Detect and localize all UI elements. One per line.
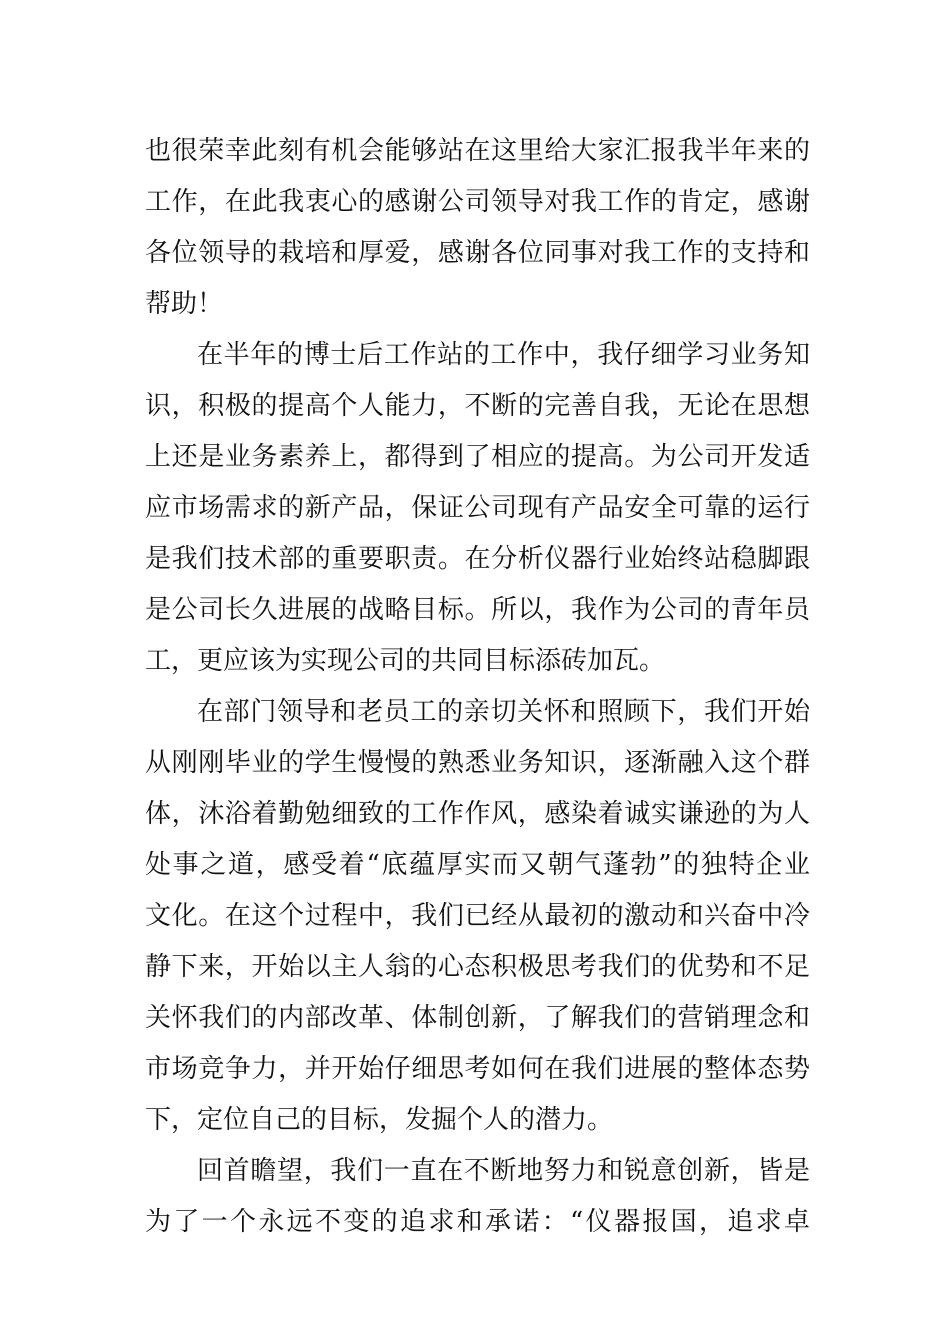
paragraph-line: 文化。在这个过程中，我们已经从最初的激动和兴奋中冷 <box>145 901 810 931</box>
paragraph-line: 在部门领导和老员工的亲切关怀和照顾下，我们开始 <box>197 697 810 727</box>
paragraph-line: 为了一个永远不变的追求和承诺：“仪器报国，追求卓 <box>145 1207 810 1237</box>
paragraph-3 <box>145 687 810 1146</box>
paragraph-line: 市场竞争力，并开始仔细思考如何在我们进展的整体态势 <box>145 1054 810 1084</box>
paragraph-1 <box>145 126 810 330</box>
paragraph-line: 处事之道，感受着“底蕴厚实而又朝气蓬勃”的独特企业 <box>145 850 810 880</box>
paragraph-line: 关怀我们的内部改革、体制创新，了解我们的营销理念和 <box>145 1003 810 1033</box>
paragraph-line: 在半年的博士后工作站的工作中，我仔细学习业务知 <box>197 340 810 370</box>
document-body <box>145 126 810 1248</box>
paragraph-line: 各位领导的栽培和厚爱，感谢各位同事对我工作的支持和 <box>145 238 810 268</box>
paragraph-line: 帮助！ <box>145 289 224 319</box>
paragraph-line: 工作，在此我衷心的感谢公司领导对我工作的肯定，感谢 <box>145 187 810 217</box>
paragraph-line: 识，积极的提高个人能力，不断的完善自我，无论在思想 <box>145 391 810 421</box>
paragraph-line: 也很荣幸此刻有机会能够站在这里给大家汇报我半年来的 <box>145 136 810 166</box>
paragraph-line: 是我们技术部的重要职责。在分析仪器行业始终站稳脚跟 <box>145 544 810 574</box>
paragraph-line: 是公司长久进展的战略目标。所以，我作为公司的青年员 <box>145 595 810 625</box>
paragraph-line: 回首瞻望，我们一直在不断地努力和锐意创新，皆是 <box>197 1156 810 1186</box>
paragraph-2 <box>145 330 810 687</box>
paragraph-line: 体，沐浴着勤勉细致的工作作风，感染着诚实谦逊的为人 <box>145 799 810 829</box>
paragraph-line: 工，更应该为实现公司的共同目标添砖加瓦。 <box>145 646 666 676</box>
paragraph-line: 静下来，开始以主人翁的心态积极思考我们的优势和不足 <box>145 952 810 982</box>
paragraph-line: 下，定位自己的目标，发掘个人的潜力。 <box>145 1105 614 1135</box>
paragraph-line: 应市场需求的新产品，保证公司现有产品安全可靠的运行 <box>145 493 810 523</box>
paragraph-4 <box>145 1146 810 1248</box>
paragraph-line: 上还是业务素养上，都得到了相应的提高。为公司开发适 <box>145 442 810 472</box>
paragraph-line: 从刚刚毕业的学生慢慢的熟悉业务知识，逐渐融入这个群 <box>145 748 810 778</box>
